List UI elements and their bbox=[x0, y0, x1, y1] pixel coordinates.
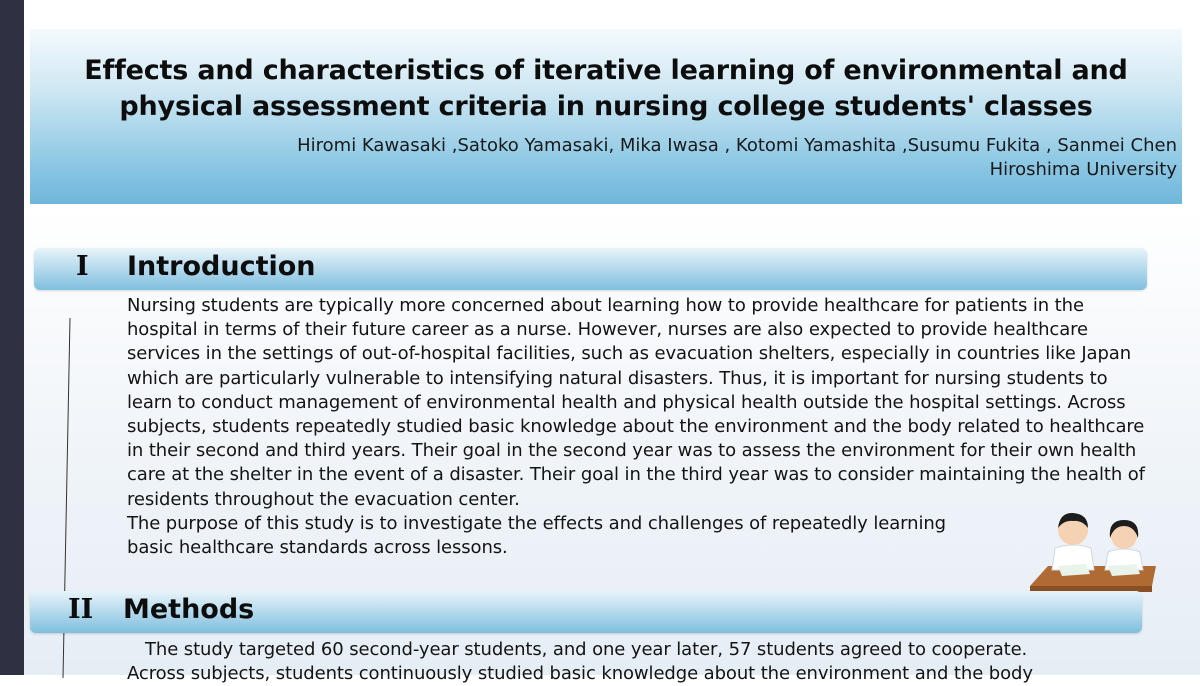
poster-title bbox=[0, 53, 1200, 125]
section-number-methods: II bbox=[68, 594, 94, 625]
title-line-2: physical assessment criteria in nursing college students' classes bbox=[119, 91, 1093, 122]
title-line-1: Effects and characteristics of iterative learning of environmental and bbox=[84, 55, 1128, 86]
section-title-introduction: Introduction bbox=[127, 251, 316, 282]
section-title-methods: Methods bbox=[123, 594, 255, 625]
methods-paragraph-2: Across subjects, students continuously studied basic knowledge about the environment and the body bbox=[127, 663, 1033, 685]
methods-paragraph-1: The study targeted 60 second-year students, and one year later, 57 students agreed to cooperate. bbox=[145, 639, 1028, 660]
author-block bbox=[297, 134, 1177, 182]
introduction-paragraph-2 bbox=[127, 512, 1157, 560]
methods-body bbox=[127, 638, 1167, 686]
students-studying-illustration bbox=[1028, 508, 1158, 592]
affiliation: Hiroshima University bbox=[989, 159, 1177, 180]
section-number-introduction: I bbox=[76, 251, 89, 282]
introduction-paragraph-1: Nursing students are typically more concerned about learning how to provide healthcare for patients in the hospital in terms of their future career as a nurse. However, nurses are also expected to provide healthcare services in the settings of out-of-hospital facilities, such as evacuation shelters, especially in countries like Japan which are particularly vulnerable to intensifying natural disasters. Thus, it is important for nursing students to learn to conduct management of environmental health and physical health outside the hospital settings. Across subjects, students repeatedly studied basic knowledge about the environment and the body related to healthcare in their second and third years. Their goal in the second year was to assess the environment for their own health care at the shelter in the event of a disaster. Their goal in the third year was to consider maintaining the health of residents throughout the evacuation center. bbox=[127, 295, 1145, 510]
author-list: Hiromi Kawasaki ,Satoko Yamasaki, Mika Iwasa , Kotomi Yamashita ,Susumu Fukita , Sanmei Chen bbox=[297, 135, 1177, 156]
introduction-body bbox=[127, 294, 1157, 560]
introduction-paragraph-2-line-1: The purpose of this study is to investigate the effects and challenges of repeatedly learning bbox=[127, 512, 946, 534]
introduction-paragraph-2-line-2: basic healthcare standards across lessons. bbox=[127, 537, 508, 559]
